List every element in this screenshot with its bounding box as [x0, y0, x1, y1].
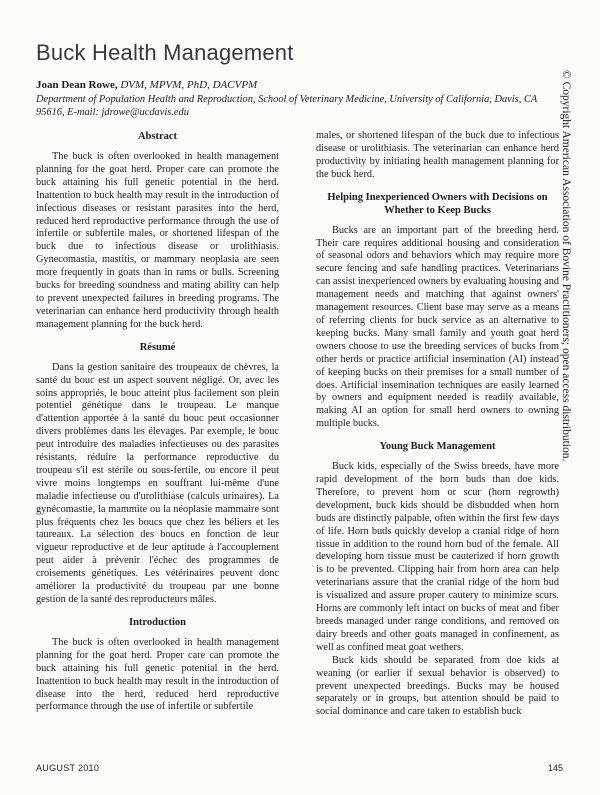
page-number: 145 — [548, 763, 564, 773]
author-name: Joan Dean Rowe, — [36, 79, 118, 91]
resume-heading: Résumé — [139, 341, 176, 353]
article-title: Buck Health Management — [36, 40, 294, 65]
left-column — [36, 130, 279, 714]
abstract-heading: Abstract — [137, 131, 178, 142]
copyright-notice: © Copyright American Association of Bovine Practitioners; open access distribution. — [560, 70, 572, 462]
young-buck-paragraph-1: Buck kids, especially of the Swiss breeds, have more rapid development of the horn buds than doe kids. Therefore, to prevent horn or scur (horn regrowth) development, buck kids should be disbudded when horn buds are distinctly palpable, often within the first few days of life. Horn buds quickly develop a cranial ridge of horn tissue in addition to the round horn bud of the female. All developing horn tissue must be cauterized if horn growth is to be prevented. Clipping hair from horn area can help veterinarians assure that the cranial ridge of the horn bud is visualized and assure proper cautery to minimize scurs. Horns are commonly left intact on bucks of meat and fiber breeds managed under range conditions, and removed on dairy breeds and other goats managed in confinement, as well as confined meat goat wethers. — [316, 461, 559, 653]
right-column — [316, 130, 559, 719]
author-line — [36, 79, 257, 91]
introduction-continuation: males, or shortened lifespan of the buck due to infectious disease or urolithiasis. The veterinarian can enhance herd productivity by initiating health management planning for the buck herd. — [316, 130, 559, 180]
helping-owners-heading: Helping Inexperienced Owners with Decisions on Whether to Keep Bucks — [327, 191, 548, 216]
helping-owners-paragraph: Bucks are an important part of the breeding herd. Their care requires additional housing and consideration of seasonal odors and behaviors which may require more secure fencing and safe handling practices. Veterinarians can assist inexperienced owners by evaluating housing and management needs and matching that against owners' management resources. Client base may serve as a means of referring clients for buck service as an alternative to keeping bucks. Many small family and youth goat herd owners choose to use the breeding services of bucks from other herds or practice artificial insemination (AI) instead of keeping bucks on their premises for a small number of does. Artificial insemination techniques are easily learned by owners and equipment needed is readily available, making AI an option for small herd owners to owning multiple bucks. — [316, 224, 559, 430]
author-affiliation: Department of Population Health and Reproduction, School of Veterinary Medicine, University of California, Davis, CA 95616, E-mail: jdrowe@ucdavis.edu — [36, 94, 537, 118]
footer-date: AUGUST 2010 — [36, 763, 100, 773]
young-buck-paragraph-2: Buck kids should be separated from doe kids at weaning (or earlier if sexual behavior is observed) to prevent unexpected breedings. Bucks may be housed separately or in groups, but attention should be paid to social dominance and care taken to establish buck — [316, 654, 559, 718]
introduction-heading: Introduction — [129, 616, 186, 628]
resume-paragraph: Dans la gestion sanitaire des troupeaux de chèvres, la santé du bouc est un aspect souvent négligé. Or, avec les soins appropriés, le bouc atteint plus facilement son plein potentiel génétique dans le troupeau. Le manque d'attention apportée à la santé du bouc peut occasionner divers problèmes dans les élevages. Par exemple, le bouc peut introduire des maladies infectieuses ou des parasites résistants, réduire la performance reproductive du troupeau s'il est stérile ou sous-fertile, ou encore il peut vivre moins longtemps en souffrant lui-même d'une maladie infectieuse ou d'urolithiase (calculs urinaires). La gynécomastie, la mammite ou la néoplasie mammaire sont plus fréquents chez les boucs que chez les béliers et les taureaux. La sélection des boucs en fonction de leur vigueur reproductive et de leur aptitude à l'accouplement peut aider à prévenir l'échec des programmes de croisements génétiques. Les vétérinaires peuvent donc améliorer la productivité du troupeau par une bonne gestion de la santé des reproducteurs mâles. — [36, 361, 279, 605]
author-credentials: DVM, MPVM, PhD, DACVPM — [117, 79, 258, 91]
young-buck-heading: Young Buck Management — [379, 441, 496, 453]
introduction-paragraph: The buck is often overlooked in health management planning for the goat herd. Proper care can promote the buck attaining his full genetic potential in the herd. Inattention to buck health may result in the introduction of disease into the herd, reduced herd reproductive performance through the use of infertile or subfertile — [36, 636, 279, 713]
abstract-paragraph: The buck is often overlooked in health management planning for the goat herd. Proper care can promote the buck attaining his full genetic potential in the herd. Inattention to buck health may result in the introduction of infectious diseases or resistant parasites into the herd, reduced herd reproductive performance through the use of infertile or subfertile males, or shortened lifespan of the buck due to infectious disease or urolithiasis. Gynecomastia, mastitis, or mammary neoplasia are seen more frequently in goats than in rams or bulls. Screening bucks for breeding soundness and mating ability can help to prevent unexpected failures in breeding programs. The veterinarian can enhance herd productivity through health management planning for the buck herd. — [36, 151, 279, 330]
